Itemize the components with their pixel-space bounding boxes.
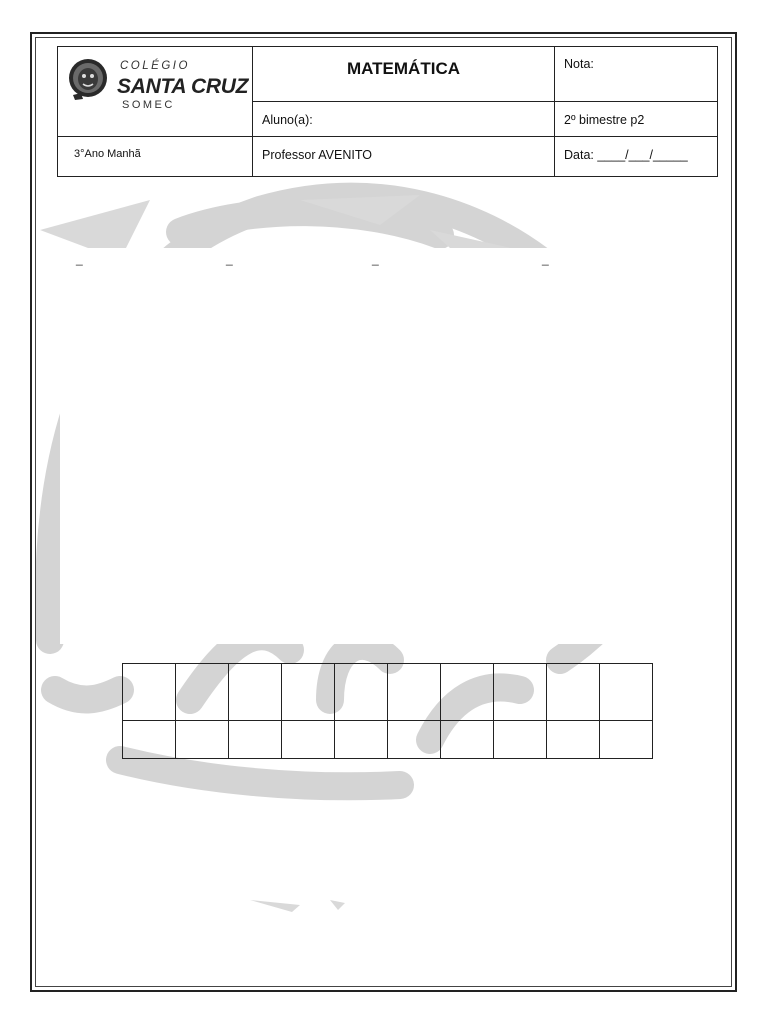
- exam-header-table: [57, 46, 718, 177]
- answer-cell[interactable]: [547, 721, 600, 759]
- answer-grid-row: [123, 721, 653, 759]
- answer-cell[interactable]: [494, 721, 547, 759]
- subject-title: MATEMÁTICA: [347, 59, 460, 78]
- answer-cell[interactable]: [176, 721, 229, 759]
- logo-somec-text: SOMEC: [122, 99, 175, 111]
- answer-cell[interactable]: [494, 664, 547, 721]
- class-text: 3°Ano Manhã: [74, 148, 141, 160]
- dash-mark: _: [226, 252, 233, 266]
- school-logo: [58, 47, 253, 137]
- date-label: Data: ____/___/_____: [564, 148, 688, 162]
- answer-grid: [122, 663, 653, 759]
- answer-cell[interactable]: [600, 721, 653, 759]
- answer-cell[interactable]: [282, 721, 335, 759]
- answer-cell[interactable]: [176, 664, 229, 721]
- answer-cell[interactable]: [335, 664, 388, 721]
- grade-label: Nota:: [564, 57, 594, 71]
- answer-cell[interactable]: [600, 664, 653, 721]
- student-label: Aluno(a):: [262, 113, 313, 127]
- logo-colegio-text: COLÉGIO: [120, 60, 190, 72]
- answer-cell[interactable]: [335, 721, 388, 759]
- answer-cell[interactable]: [547, 664, 600, 721]
- dash-mark: _: [372, 252, 379, 266]
- answer-cell[interactable]: [123, 664, 176, 721]
- teacher-cell: [253, 137, 555, 176]
- dash-mark: _: [76, 252, 83, 266]
- date-field[interactable]: [555, 137, 717, 176]
- student-name-field[interactable]: [253, 102, 555, 137]
- answer-cell[interactable]: [123, 721, 176, 759]
- answer-cell[interactable]: [441, 664, 494, 721]
- period-cell: [555, 102, 717, 137]
- teacher-text: Professor AVENITO: [262, 148, 372, 162]
- subject-cell: [253, 47, 555, 102]
- answer-cell[interactable]: [441, 721, 494, 759]
- answer-cell[interactable]: [229, 721, 282, 759]
- class-cell: [58, 137, 253, 176]
- answer-cell[interactable]: [282, 664, 335, 721]
- answer-cell[interactable]: [388, 664, 441, 721]
- logo-school-name: SANTA CRUZ: [117, 75, 249, 98]
- answer-cell[interactable]: [388, 721, 441, 759]
- panther-icon: [67, 57, 109, 101]
- answer-cell[interactable]: [229, 664, 282, 721]
- page-border-inner: [35, 37, 732, 987]
- dash-mark: _: [542, 252, 549, 266]
- grade-cell[interactable]: [555, 47, 717, 102]
- answer-grid-row: [123, 664, 653, 721]
- period-text: 2º bimestre p2: [564, 113, 645, 127]
